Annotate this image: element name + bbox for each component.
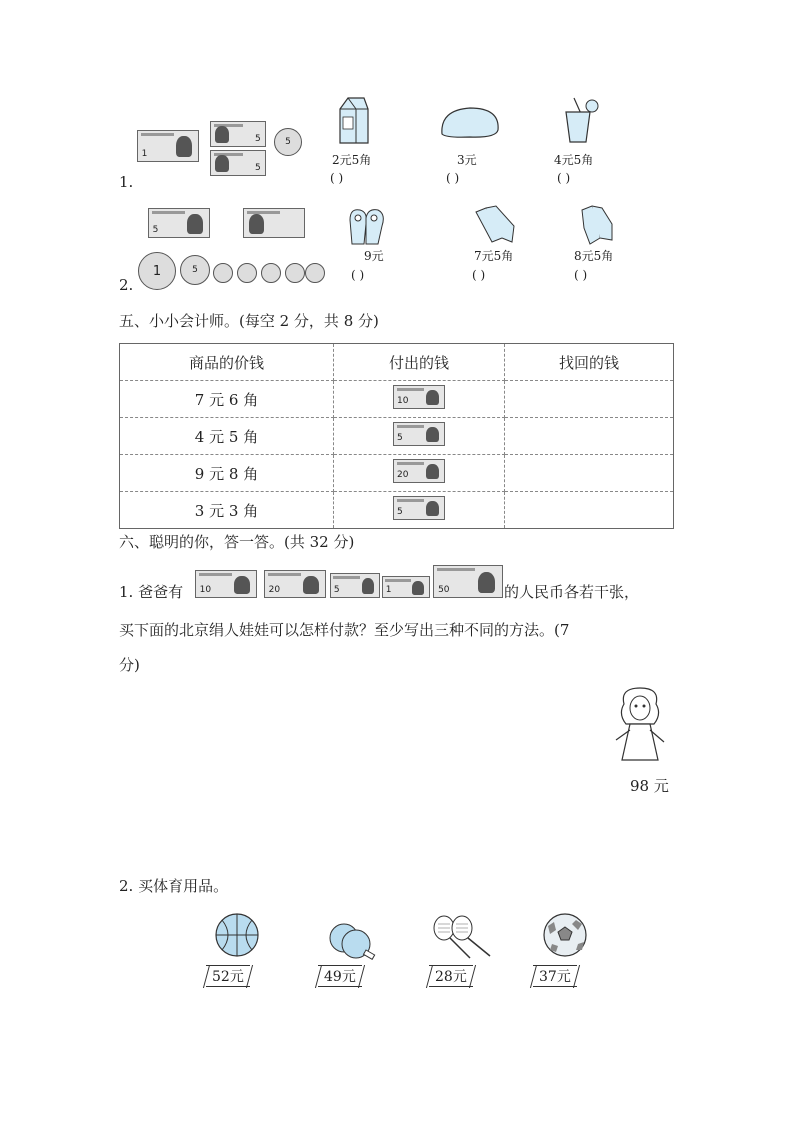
answer-blank[interactable]: ( ) (351, 268, 365, 282)
answer-blank[interactable]: ( ) (557, 171, 571, 185)
price-cell: 7 元 6 角 (120, 381, 334, 418)
banknote-5jiao (243, 208, 305, 238)
answer-blank[interactable]: ( ) (574, 268, 588, 282)
doll-price: 98 元 (630, 777, 669, 795)
gloves-icon (472, 204, 520, 248)
item-price: 9元 (364, 249, 384, 263)
change-answer-cell[interactable] (505, 381, 674, 418)
banknote-5yuan: 5 (393, 496, 445, 520)
price-tag: 37元 (533, 965, 577, 987)
table-tennis-paddles-icon (322, 916, 376, 960)
badminton-rackets-icon (430, 914, 494, 960)
basketball-icon (214, 912, 260, 958)
item-price: 4元5角 (554, 153, 594, 167)
banknote-1yuan: 1 (382, 576, 430, 598)
row2-label: 2. (119, 276, 134, 294)
accountant-table (119, 343, 674, 529)
item-price: 3元 (457, 153, 477, 167)
banknote-5jiao: 5 (210, 150, 266, 176)
table-header: 找回的钱 (505, 344, 674, 381)
row1-label: 1. (119, 173, 134, 191)
q1-suffix: 的人民币各若干张， (504, 583, 640, 601)
section5-title: 五、小小会计师。(每空 2 分，共 8 分) (119, 312, 379, 330)
coin-1jiao (285, 263, 305, 283)
price-cell: 9 元 8 角 (120, 455, 334, 492)
change-answer-cell[interactable] (505, 492, 674, 529)
q1-line2: 买下面的北京绢人娃娃可以怎样付款？至少写出三种不同的方法。(7 (119, 621, 570, 639)
paid-cell (334, 492, 505, 529)
section6-title: 六、聪明的你，答一答。(共 32 分) (119, 533, 355, 551)
banknote-20yuan: 20 (393, 459, 445, 483)
change-answer-cell[interactable] (505, 455, 674, 492)
coin-1jiao (305, 263, 325, 283)
q1-prefix: 1. 爸爸有 (119, 583, 184, 601)
price-cell: 4 元 5 角 (120, 418, 334, 455)
banknote-10yuan: 10 (195, 570, 257, 598)
milk-carton-icon (334, 95, 370, 145)
beijing-silk-doll-icon (610, 684, 670, 764)
table-row (120, 492, 674, 529)
paid-cell (334, 418, 505, 455)
paid-cell (334, 455, 505, 492)
drink-glass-icon (560, 96, 602, 146)
q1-line3: 分) (119, 656, 140, 674)
coin-1jiao (261, 263, 281, 283)
item-price: 7元5角 (474, 249, 514, 263)
bread-icon (438, 104, 502, 140)
table-row (120, 381, 674, 418)
banknote-1yuan: 1 (137, 130, 199, 162)
table-row (120, 418, 674, 455)
answer-blank[interactable]: ( ) (446, 171, 460, 185)
coin-1jiao (213, 263, 233, 283)
table-header: 付出的钱 (334, 344, 505, 381)
table-header: 商品的价钱 (120, 344, 334, 381)
banknote-5yuan: 5 (393, 422, 445, 446)
q2-title: 2. 买体育用品。 (119, 877, 229, 895)
item-price: 8元5角 (574, 249, 614, 263)
paid-cell (334, 381, 505, 418)
banknote-5yuan: 5 (148, 208, 210, 238)
answer-blank[interactable]: ( ) (472, 268, 486, 282)
price-tag: 49元 (318, 965, 362, 987)
work-gloves-icon (578, 204, 616, 248)
banknote-50yuan: 50 (433, 565, 503, 598)
price-tag: 28元 (429, 965, 473, 987)
banknote-10yuan: 10 (393, 385, 445, 409)
banknote-20yuan: 20 (264, 570, 326, 598)
coin-1jiao (237, 263, 257, 283)
coin-1yuan: 1 (138, 252, 176, 290)
banknote-5jiao: 5 (210, 121, 266, 147)
coin-5jiao: 5 (274, 128, 302, 156)
change-answer-cell[interactable] (505, 418, 674, 455)
coin-5jiao: 5 (180, 255, 210, 285)
soccer-ball-icon (542, 912, 588, 958)
mittens-icon (344, 204, 388, 248)
price-tag: 52元 (206, 965, 250, 987)
table-row (120, 455, 674, 492)
price-cell: 3 元 3 角 (120, 492, 334, 529)
banknote-5yuan: 5 (330, 573, 380, 598)
answer-blank[interactable]: ( ) (330, 171, 344, 185)
item-price: 2元5角 (332, 153, 372, 167)
